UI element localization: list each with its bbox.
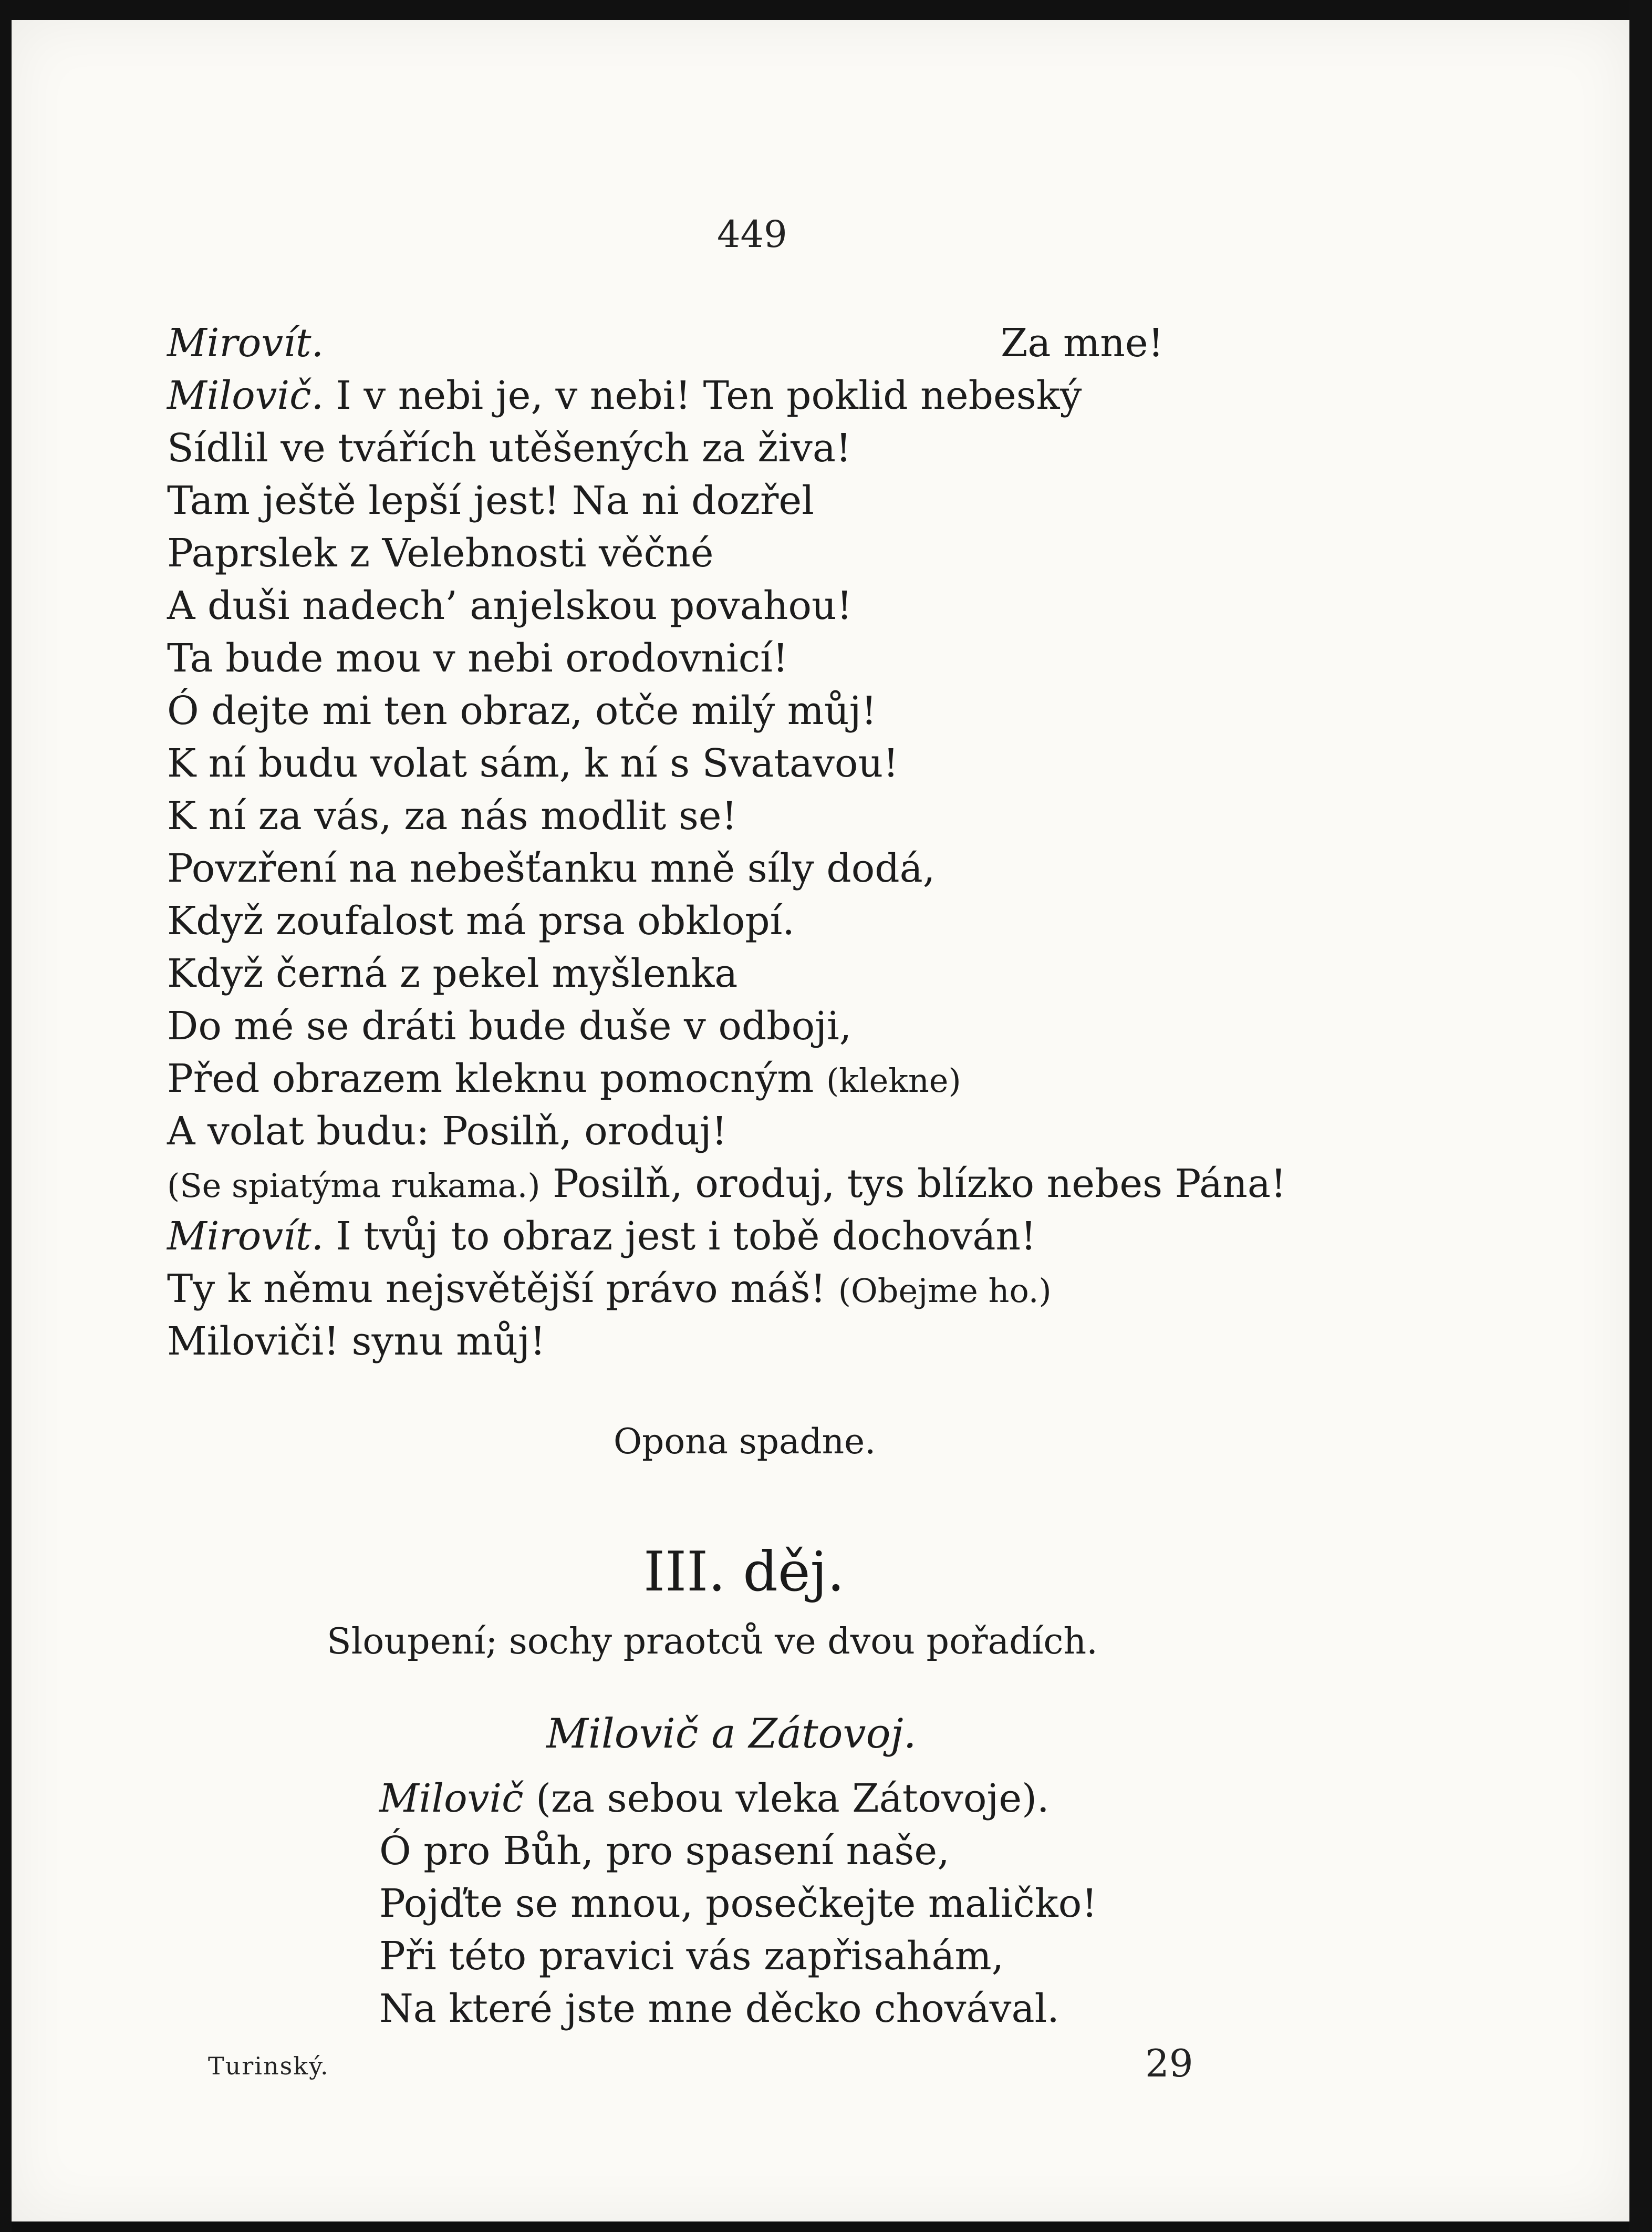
act-title: III. děj. (643, 1539, 845, 1604)
verse-line (167, 1214, 1036, 1259)
scan-border-left (0, 0, 12, 2232)
verse-line (1001, 321, 1163, 366)
scan-border-top (0, 0, 1652, 20)
verse-text: Ó dejte mi ten obraz, otče milý můj! (167, 688, 877, 733)
verse-text: Při této pravici vás zapřisahám, (379, 1934, 1004, 1979)
scene-line (379, 1986, 1059, 2031)
verse-text: Když zoufalost má prsa obklopí. (167, 898, 795, 944)
verse-line (167, 373, 1082, 418)
scene-line (379, 1934, 1004, 1979)
verse-text: I v nebi je, v nebi! Ten poklid nebeský (336, 373, 1082, 418)
speaker-name: Mirovít. (167, 321, 324, 366)
verse-text: Tam ještě lepší jest! Na ni dozřel (167, 478, 814, 523)
verse-line (167, 793, 737, 839)
verse-text: Povzření na nebešťanku mně síly dodá, (167, 846, 936, 891)
verse-line (167, 1004, 851, 1049)
verse-line (167, 898, 795, 944)
verse-text: A duši nadech’ anjelskou povahou! (167, 583, 853, 628)
stage-direction: (Se spiatýma rukama.) (167, 1166, 541, 1205)
stage-direction: (za sebou vleka Zátovoje). (536, 1776, 1050, 1821)
verse-line (167, 1109, 727, 1154)
verse-text: K ní budu volat sám, k ní s Svatavou! (167, 741, 899, 786)
stage-direction: (klekne) (826, 1061, 961, 1100)
scene-line (379, 1776, 1050, 1821)
verse-text: I tvůj to obraz jest i tobě dochován! (336, 1214, 1036, 1259)
verse-line (167, 741, 899, 786)
verse-line (167, 1319, 546, 1364)
verse-text: Posilň, oroduj, tys blízko nebes Pána! (553, 1161, 1286, 1206)
verse-text: Před obrazem kleknu pomocným (167, 1056, 814, 1101)
verse-line (167, 321, 324, 366)
verse-text: K ní za vás, za nás modlit se! (167, 793, 737, 839)
speaker-name: Milovič. (167, 373, 324, 418)
scene-line (379, 1881, 1097, 1926)
verse-line (167, 1266, 1052, 1311)
curtain-direction: Opona spadne. (614, 1421, 876, 1462)
verse-text: Ty k němu nejsvětější právo máš! (167, 1266, 826, 1311)
scene-characters: Milovič a Zátovoj. (546, 1710, 917, 1758)
verse-text: Do mé se dráti bude duše v odboji, (167, 1004, 852, 1049)
verse-line (167, 426, 851, 471)
verse-text: Sídlil ve tvářích utěšených za živa! (167, 426, 851, 471)
scene-line (379, 1828, 950, 1874)
verse-text: A volat budu: Posilň, oroduj! (167, 1109, 728, 1154)
verse-line (167, 1056, 961, 1101)
scan-border-right (1629, 0, 1652, 2232)
verse-text: Miloviči! synu můj! (167, 1319, 546, 1364)
verse-line (167, 478, 814, 523)
speaker-name: Mirovít. (167, 1214, 324, 1259)
verse-line (167, 688, 877, 733)
stage-direction: (Obejme ho.) (838, 1272, 1052, 1310)
verse-line (167, 636, 788, 681)
scene-setting: Sloupení; sochy praotců ve dvou pořadích. (327, 1621, 1098, 1662)
footer-author: Turinský. (208, 2052, 329, 2080)
verse-text: Na které jste mne děcko chovával. (379, 1986, 1059, 2031)
verse-text: Když černá z pekel myšlenka (167, 951, 738, 996)
verse-text: Ó pro Bůh, pro spasení naše, (379, 1828, 950, 1874)
verse-line (167, 846, 935, 891)
verse-text: Paprslek z Velebnosti věčné (167, 531, 714, 576)
verse-line (167, 951, 737, 996)
verse-line (167, 531, 714, 576)
page-number: 449 (717, 213, 787, 256)
verse-text: Za mne! (1001, 321, 1164, 366)
speaker-name: Milovič (379, 1776, 524, 1821)
verse-text: Ta bude mou v nebi orodovnicí! (167, 636, 788, 681)
verse-line (167, 583, 852, 628)
signature-mark: 29 (1145, 2041, 1193, 2085)
verse-line (167, 1161, 1286, 1206)
verse-text: Pojďte se mnou, posečkejte maličko! (379, 1881, 1098, 1926)
